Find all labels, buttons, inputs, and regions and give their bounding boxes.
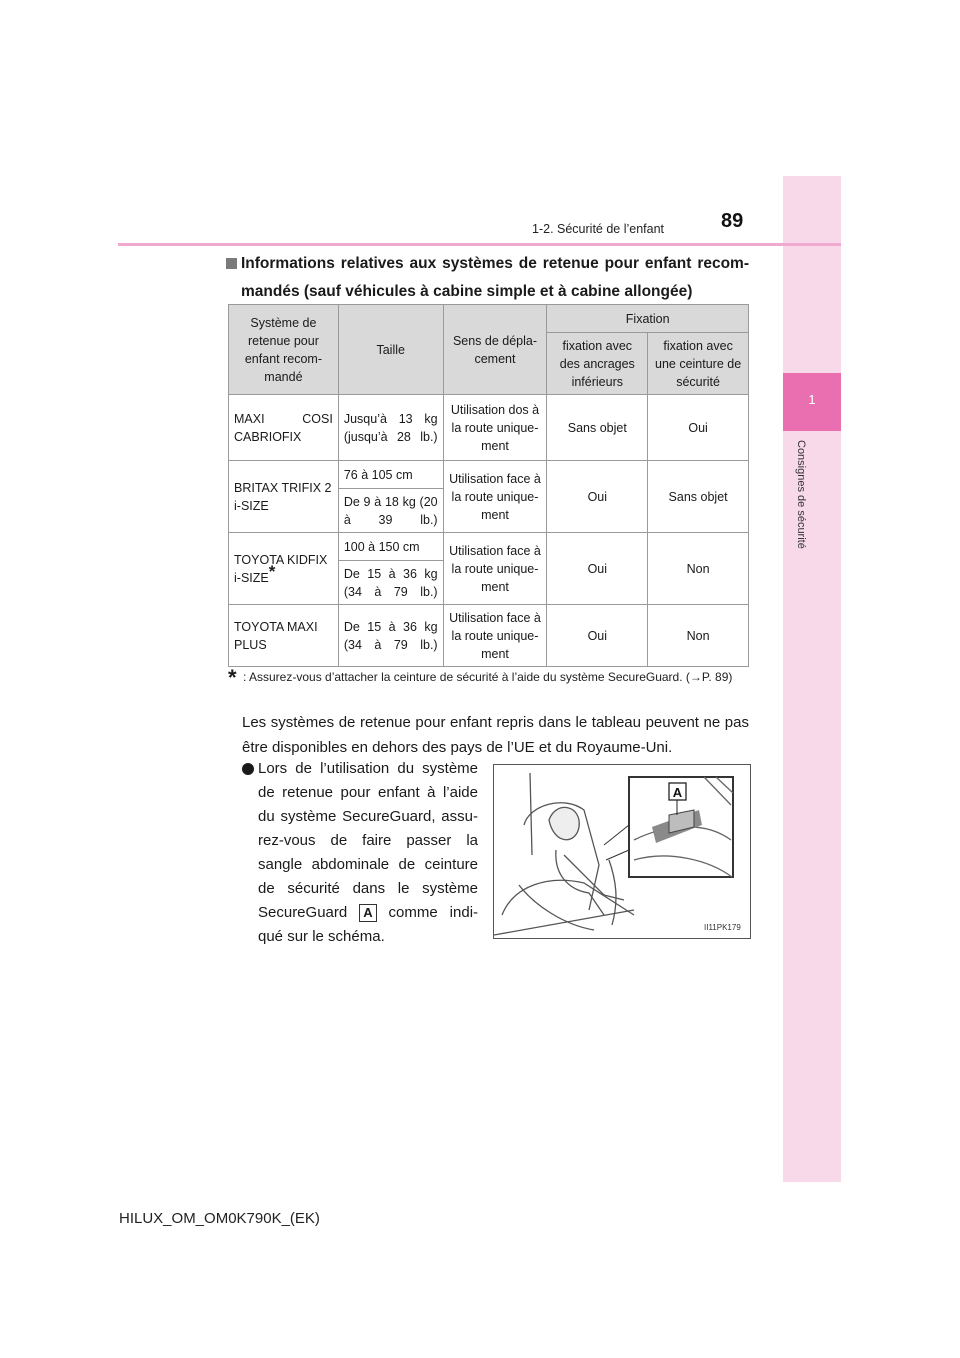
- seat-belt: Non: [648, 533, 749, 605]
- seat-size: De 15 à 36 kg (34 à 79 lb.): [338, 605, 443, 667]
- section-heading: Informations relatives aux systèmes de retenue pour enfant recom-mandés (sauf véhicules à cabine simple et à cabine allongée): [241, 255, 749, 300]
- header-size: Taille: [338, 305, 443, 395]
- seat-size: Jusqu’à 13 kg (jusqu’à 28 lb.): [338, 395, 443, 461]
- footnote-text: : Assurez-vous d’attacher la ceinture de sécurité à l’aide du système SecureGuard. (→P. 89): [243, 670, 733, 684]
- illustration-callout-a: A: [672, 785, 683, 800]
- header-direction: Sens de dépla-cement: [443, 305, 547, 395]
- header-fix-lower: fixation avec des ancrages inférieurs: [547, 333, 648, 395]
- seat-belt: Non: [648, 605, 749, 667]
- seat-lower: Oui: [547, 605, 648, 667]
- footnote-mark: *: [228, 665, 237, 690]
- seat-size: De 9 à 18 kg (20 à 39 lb.): [338, 489, 443, 533]
- seat-name: TOYOTA KIDFIX i-SIZE*: [229, 533, 339, 605]
- table-row: [229, 605, 749, 667]
- illustration-drawing: [494, 765, 750, 938]
- heading-square-icon: [226, 258, 237, 269]
- seat-name: BRITAX TRIFIX 2 i-SIZE: [229, 461, 339, 533]
- side-tab-band: [783, 176, 841, 1182]
- seat-direction: Utilisation face à la route unique-ment: [443, 605, 547, 667]
- availability-note: Les systèmes de retenue pour enfant repris dans le tableau peuvent ne pas être disponibles en dehors des pays de l’UE et du Royaume-Uni.: [242, 714, 749, 756]
- bullet-icon: [242, 763, 254, 775]
- seat-lower: Oui: [547, 461, 648, 533]
- document-footer: HILUX_OM_OM0K790K_(EK): [119, 1210, 320, 1227]
- seat-lower: Sans objet: [547, 395, 648, 461]
- child-seat-table: [228, 304, 749, 667]
- seat-size: 76 à 105 cm: [338, 461, 443, 489]
- child-seat-illustration: [493, 764, 751, 939]
- header-fixation: Fixation: [547, 305, 749, 333]
- table-row: [229, 533, 749, 561]
- table-row: [229, 461, 749, 489]
- side-tab-label: Consignes de sécurité: [795, 440, 807, 549]
- seat-direction: Utilisation face à la route unique-ment: [443, 461, 547, 533]
- page-number: 89: [721, 210, 744, 232]
- header-fix-belt: fixation avec une ceinture de sécurité: [648, 333, 749, 395]
- seat-lower: Oui: [547, 533, 648, 605]
- seat-direction: Utilisation face à la route unique-ment: [443, 533, 547, 605]
- header-rule: [118, 243, 841, 246]
- seat-direction: Utilisation dos à la route unique-ment: [443, 395, 547, 461]
- secureguard-instruction: Lors de l’utilisation du système de retenue pour enfant à l’aide du système SecureGuard, assu-rez-vous de faire passer la sangle abdominale de ceinture de sécurité dans le système SecureGuard A comme indi-qué sur le schéma.: [258, 760, 479, 945]
- seat-size: 100 à 150 cm: [338, 533, 443, 561]
- callout-a-label: A: [359, 904, 376, 922]
- table-row: [229, 395, 749, 461]
- seat-name: TOYOTA MAXI PLUS: [229, 605, 339, 667]
- seat-belt: Sans objet: [648, 461, 749, 533]
- header-system: Système de retenue pour enfant recom-mandé: [229, 305, 339, 395]
- illustration-code: II11PK179: [704, 923, 741, 932]
- seat-belt: Oui: [648, 395, 749, 461]
- seat-name: MAXI COSI CABRIOFIX: [229, 395, 339, 461]
- side-tab-number: 1: [808, 392, 816, 407]
- footnote-mark: *: [268, 561, 276, 581]
- section-title: 1-2. Sécurité de l’enfant: [532, 222, 665, 236]
- seat-size: De 15 à 36 kg (34 à 79 lb.): [338, 561, 443, 605]
